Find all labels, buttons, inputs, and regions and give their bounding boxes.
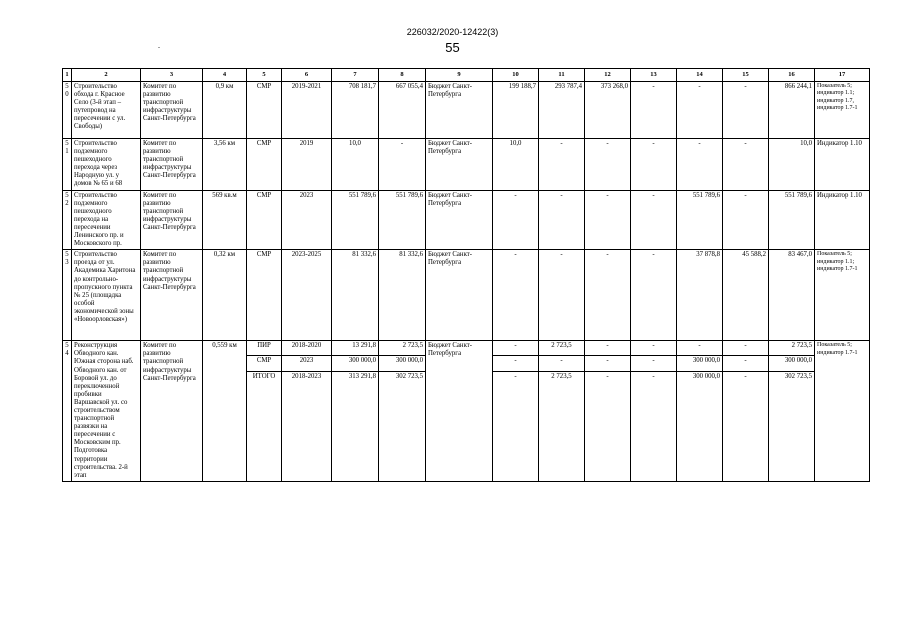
year-value: - — [539, 139, 585, 191]
funding-source: Бюджет Санкт-Петербурга — [426, 341, 493, 482]
estimated-cost: 10,0 — [332, 139, 379, 191]
total-value: 300 000,0 — [769, 356, 815, 371]
column-number: 17 — [815, 69, 870, 82]
year-value: - — [493, 356, 539, 371]
year-value: - — [723, 190, 769, 250]
year-value: 300 000,0 — [677, 356, 723, 371]
year-value: - — [723, 82, 769, 139]
total-value: 866 244,1 — [769, 82, 815, 139]
year-value: - — [585, 371, 631, 481]
total-value: 302 723,5 — [769, 371, 815, 481]
capacity: 0,559 км — [203, 341, 247, 482]
object-name: Строительство проезда от ул. Академика Харитона до контрольно-пропускного пункта № 25 (площадка особой экономической зоны «Новоорловская») — [72, 250, 141, 341]
year-value: 293 787,4 — [539, 82, 585, 139]
table-row — [63, 250, 870, 341]
table-row — [63, 190, 870, 250]
funding-source: Бюджет Санкт-Петербурга — [426, 139, 493, 191]
total-amount: 667 055,4 — [379, 82, 426, 139]
year-value: - — [585, 341, 631, 356]
work-stage: СМР — [247, 139, 282, 191]
estimated-cost: 13 291,8 — [332, 341, 379, 356]
funding-source: Бюджет Санкт-Петербурга — [426, 250, 493, 341]
column-number: 11 — [539, 69, 585, 82]
year-value: - — [631, 139, 677, 191]
responsible-org: Комитет по развитию транспортной инфраструктуры Санкт-Петербурга — [141, 250, 203, 341]
table-row — [63, 82, 870, 139]
estimated-cost: 81 332,6 — [332, 250, 379, 341]
estimated-cost: 300 000,0 — [332, 356, 379, 371]
year-value: - — [585, 190, 631, 250]
capacity: 3,56 км — [203, 139, 247, 191]
year-value: - — [585, 139, 631, 191]
period: 2018-2020 — [282, 341, 332, 356]
year-value: - — [631, 356, 677, 371]
responsible-org: Комитет по развитию транспортной инфраструктуры Санкт-Петербурга — [141, 82, 203, 139]
total-amount: 300 000,0 — [379, 356, 426, 371]
table-row — [63, 341, 870, 356]
year-value: - — [631, 82, 677, 139]
year-value: 10,0 — [493, 139, 539, 191]
work-stage: СМР — [247, 82, 282, 139]
object-name: Строительство обхода г. Красное Село (3-й этап – путепровод на пересечении с ул. Свободы) — [72, 82, 141, 139]
total-amount: 302 723,5 — [379, 371, 426, 481]
total-value: 2 723,5 — [769, 341, 815, 356]
row-number: 51 — [63, 139, 72, 191]
total-amount: 81 332,6 — [379, 250, 426, 341]
capacity: 0,9 км — [203, 82, 247, 139]
column-number: 12 — [585, 69, 631, 82]
page-number: 55 — [445, 40, 460, 55]
year-value: - — [493, 371, 539, 481]
year-value: - — [723, 341, 769, 356]
year-value: - — [585, 356, 631, 371]
year-value: - — [631, 250, 677, 341]
column-number: 4 — [203, 69, 247, 82]
stray-dot: . — [158, 41, 160, 50]
column-number: 15 — [723, 69, 769, 82]
period: 2019 — [282, 139, 332, 191]
year-value: - — [493, 190, 539, 250]
column-number: 3 — [141, 69, 203, 82]
row-number: 54 — [63, 341, 72, 482]
year-value: - — [539, 250, 585, 341]
indicator: Показатель 5; индикатор 1.1; индикатор 1.7-1 — [815, 250, 870, 341]
column-number: 8 — [379, 69, 426, 82]
object-name: Строительство подземного пешеходного перехода через Народную ул. у домов № 65 и 68 — [72, 139, 141, 191]
year-value: - — [677, 139, 723, 191]
year-value: - — [539, 190, 585, 250]
indicator: Индикатор 1.10 — [815, 190, 870, 250]
funding-source: Бюджет Санкт-Петербурга — [426, 190, 493, 250]
work-stage: ИТОГО — [247, 371, 282, 481]
year-value: - — [493, 341, 539, 356]
work-stage: ПИР — [247, 341, 282, 356]
column-number: 9 — [426, 69, 493, 82]
object-name: Строительство подземного пешеходного перехода на пересечении Ленинского пр. и Московского пр. — [72, 190, 141, 250]
year-value: 45 588,2 — [723, 250, 769, 341]
period: 2019-2021 — [282, 82, 332, 139]
year-value: 2 723,5 — [539, 371, 585, 481]
total-amount: 2 723,5 — [379, 341, 426, 356]
row-number: 52 — [63, 190, 72, 250]
column-number: 16 — [769, 69, 815, 82]
column-number: 5 — [247, 69, 282, 82]
column-number: 7 — [332, 69, 379, 82]
header-row — [63, 69, 870, 82]
estimated-cost: 551 789,6 — [332, 190, 379, 250]
column-number: 13 — [631, 69, 677, 82]
work-stage: СМР — [247, 356, 282, 371]
year-value: 199 188,7 — [493, 82, 539, 139]
column-number: 10 — [493, 69, 539, 82]
row-number: 50 — [63, 82, 72, 139]
year-value: - — [585, 250, 631, 341]
year-value: - — [631, 341, 677, 356]
year-value: - — [723, 139, 769, 191]
year-value: 551 789,6 — [677, 190, 723, 250]
total-amount: - — [379, 139, 426, 191]
period: 2023-2025 — [282, 250, 332, 341]
total-value: 10,0 — [769, 139, 815, 191]
year-value: - — [539, 356, 585, 371]
work-stage: СМР — [247, 250, 282, 341]
indicator: Индикатор 1.10 — [815, 139, 870, 191]
responsible-org: Комитет по развитию транспортной инфраструктуры Санкт-Петербурга — [141, 190, 203, 250]
year-value: - — [493, 250, 539, 341]
year-value: - — [631, 190, 677, 250]
total-value: 551 789,6 — [769, 190, 815, 250]
indicator: Показатель 5; индикатор 1.1; индикатор 1.7, индикатор 1.7-1 — [815, 82, 870, 139]
period: 2023 — [282, 356, 332, 371]
year-value: 37 878,8 — [677, 250, 723, 341]
year-value: - — [677, 82, 723, 139]
capacity: 569 кв.м — [203, 190, 247, 250]
funding-source: Бюджет Санкт-Петербурга — [426, 82, 493, 139]
estimated-cost: 708 181,7 — [332, 82, 379, 139]
column-number: 2 — [72, 69, 141, 82]
investment-table — [62, 68, 870, 482]
total-amount: 551 789,6 — [379, 190, 426, 250]
year-value: 373 268,0 — [585, 82, 631, 139]
responsible-org: Комитет по развитию транспортной инфраструктуры Санкт-Петербурга — [141, 341, 203, 482]
year-value: - — [723, 356, 769, 371]
year-value: 300 000,0 — [677, 371, 723, 481]
year-value: 2 723,5 — [539, 341, 585, 356]
year-value: - — [631, 371, 677, 481]
row-number: 53 — [63, 250, 72, 341]
object-name: Реконструкция Обводного кан. Южная сторона наб. Обводного кан. от Боровой ул. до переключенной пробивки Варшавской ул. со строительством транспортной развязки на пересечении с Московским пр. Подготовка территории строительства. 2-й этап — [72, 341, 141, 482]
column-number: 14 — [677, 69, 723, 82]
estimated-cost: 313 291,8 — [332, 371, 379, 481]
total-value: 83 467,0 — [769, 250, 815, 341]
document-id: 226032/2020-12422(3) — [406, 27, 499, 37]
capacity: 0,32 км — [203, 250, 247, 341]
table-row — [63, 139, 870, 191]
year-value: - — [677, 341, 723, 356]
period: 2023 — [282, 190, 332, 250]
year-value: - — [723, 371, 769, 481]
indicator: Показатель 5; индикатор 1.7-1 — [815, 341, 870, 482]
responsible-org: Комитет по развитию транспортной инфраструктуры Санкт-Петербурга — [141, 139, 203, 191]
column-number: 6 — [282, 69, 332, 82]
column-number: 1 — [63, 69, 72, 82]
period: 2018-2023 — [282, 371, 332, 481]
work-stage: СМР — [247, 190, 282, 250]
